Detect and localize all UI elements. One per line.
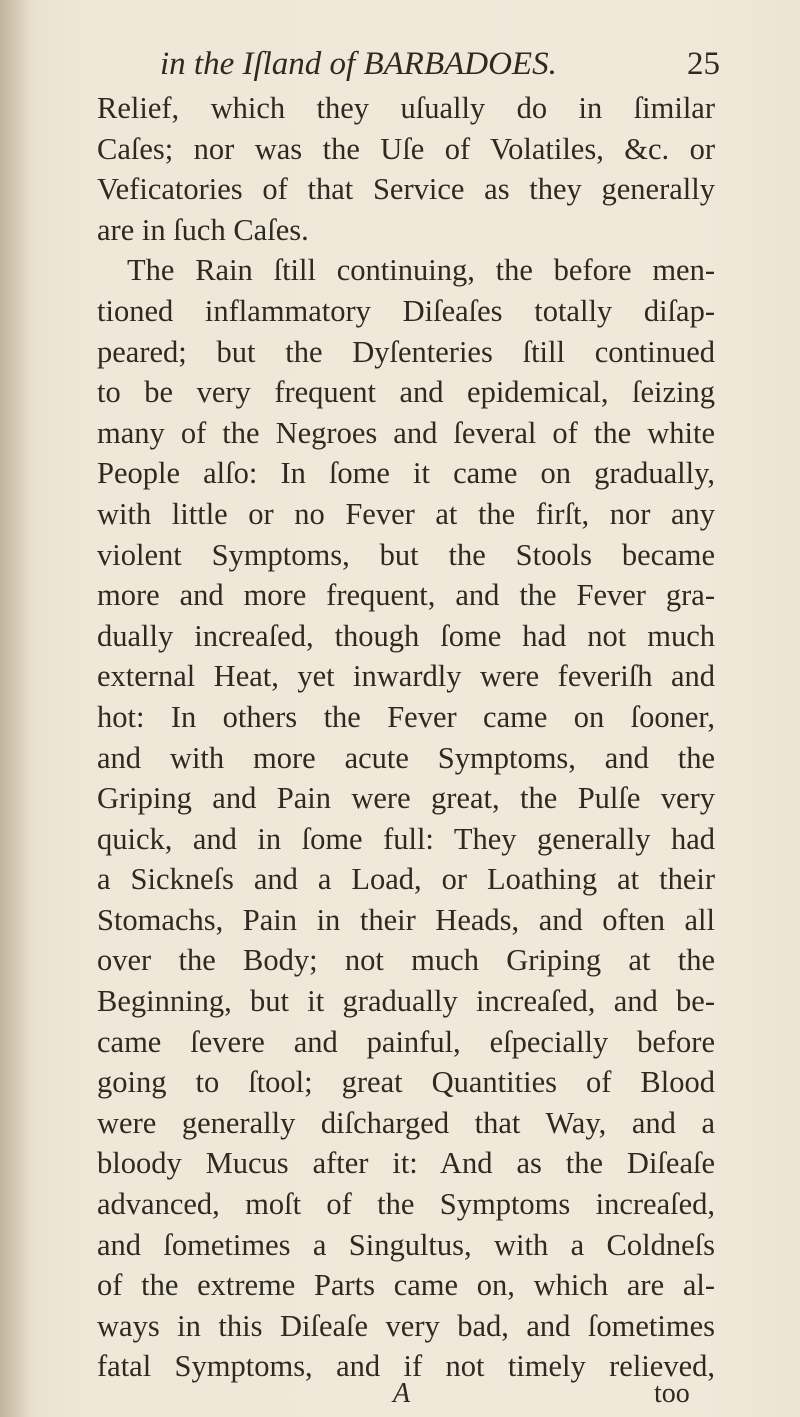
text-line: more and more frequent, and the Fever gra- — [97, 578, 715, 613]
text-line: peared; but the Dyſenteries ſtill continued — [97, 334, 715, 369]
text-line: Veficatories of that Service as they generally — [97, 172, 715, 207]
text-line: with little or no Fever at the firſt, nor any — [97, 496, 715, 531]
gutter-shadow — [0, 0, 30, 1417]
page-number: 25 — [687, 46, 720, 82]
text-line: The Rain ſtill continuing, the before men- — [127, 253, 715, 288]
body-text — [97, 88, 715, 1387]
signature-mark: A — [393, 1378, 411, 1409]
text-line: hot: In others the Fever came on ſooner, — [97, 699, 715, 734]
text-line: were generally diſcharged that Way, and a — [97, 1105, 715, 1140]
text-line: People alſo: In ſome it came on gradually, — [97, 456, 715, 491]
text-line: to be very frequent and epidemical, ſeizing — [97, 375, 715, 410]
text-line: advanced, moſt of the Symptoms increaſed, — [97, 1187, 715, 1222]
text-line: a Sickneſs and a Load, or Loathing at their — [97, 862, 715, 897]
text-line: violent Symptoms, but the Stools became — [97, 537, 715, 572]
text-line: going to ſtool; great Quantities of Blood — [97, 1065, 715, 1100]
text-line: and with more acute Symptoms, and the — [97, 740, 715, 775]
text-line: tioned inflammatory Diſeaſes totally diſap- — [97, 293, 715, 328]
text-line: Griping and Pain were great, the Pulſe very — [97, 781, 715, 816]
running-header — [160, 46, 720, 90]
text-line: Caſes; nor was the Uſe of Volatiles, &c. or — [97, 131, 715, 166]
text-line: of the extreme Parts came on, which are al- — [97, 1268, 715, 1303]
text-line: many of the Negroes and ſeveral of the white — [97, 415, 715, 450]
text-line: external Heat, yet inwardly were feveriſh and — [97, 659, 715, 694]
text-line: dually increaſed, though ſome had not much — [97, 618, 715, 653]
text-line: Relief, which they uſually do in ſimilar — [97, 91, 715, 125]
text-line: ways in this Diſeaſe very bad, and ſometimes — [97, 1308, 715, 1343]
running-title: in the Iſland of BARBADOES. — [160, 46, 557, 82]
catchword: too — [654, 1378, 690, 1409]
text-line: fatal Symptoms, and if not timely relieved, — [97, 1349, 715, 1384]
text-line: came ſevere and painful, eſpecially before — [97, 1024, 715, 1059]
text-line: and ſometimes a Singultus, with a Coldneſs — [97, 1227, 715, 1262]
text-line: are in ſuch Caſes. — [97, 212, 309, 247]
text-line: Beginning, but it gradually increaſed, and be- — [97, 984, 715, 1019]
text-line: Stomachs, Pain in their Heads, and often all — [97, 902, 715, 937]
text-line: quick, and in ſome full: They generally had — [97, 821, 715, 856]
text-line: over the Body; not much Griping at the — [97, 943, 715, 978]
text-line: bloody Mucus after it: And as the Diſeaſe — [97, 1146, 715, 1181]
